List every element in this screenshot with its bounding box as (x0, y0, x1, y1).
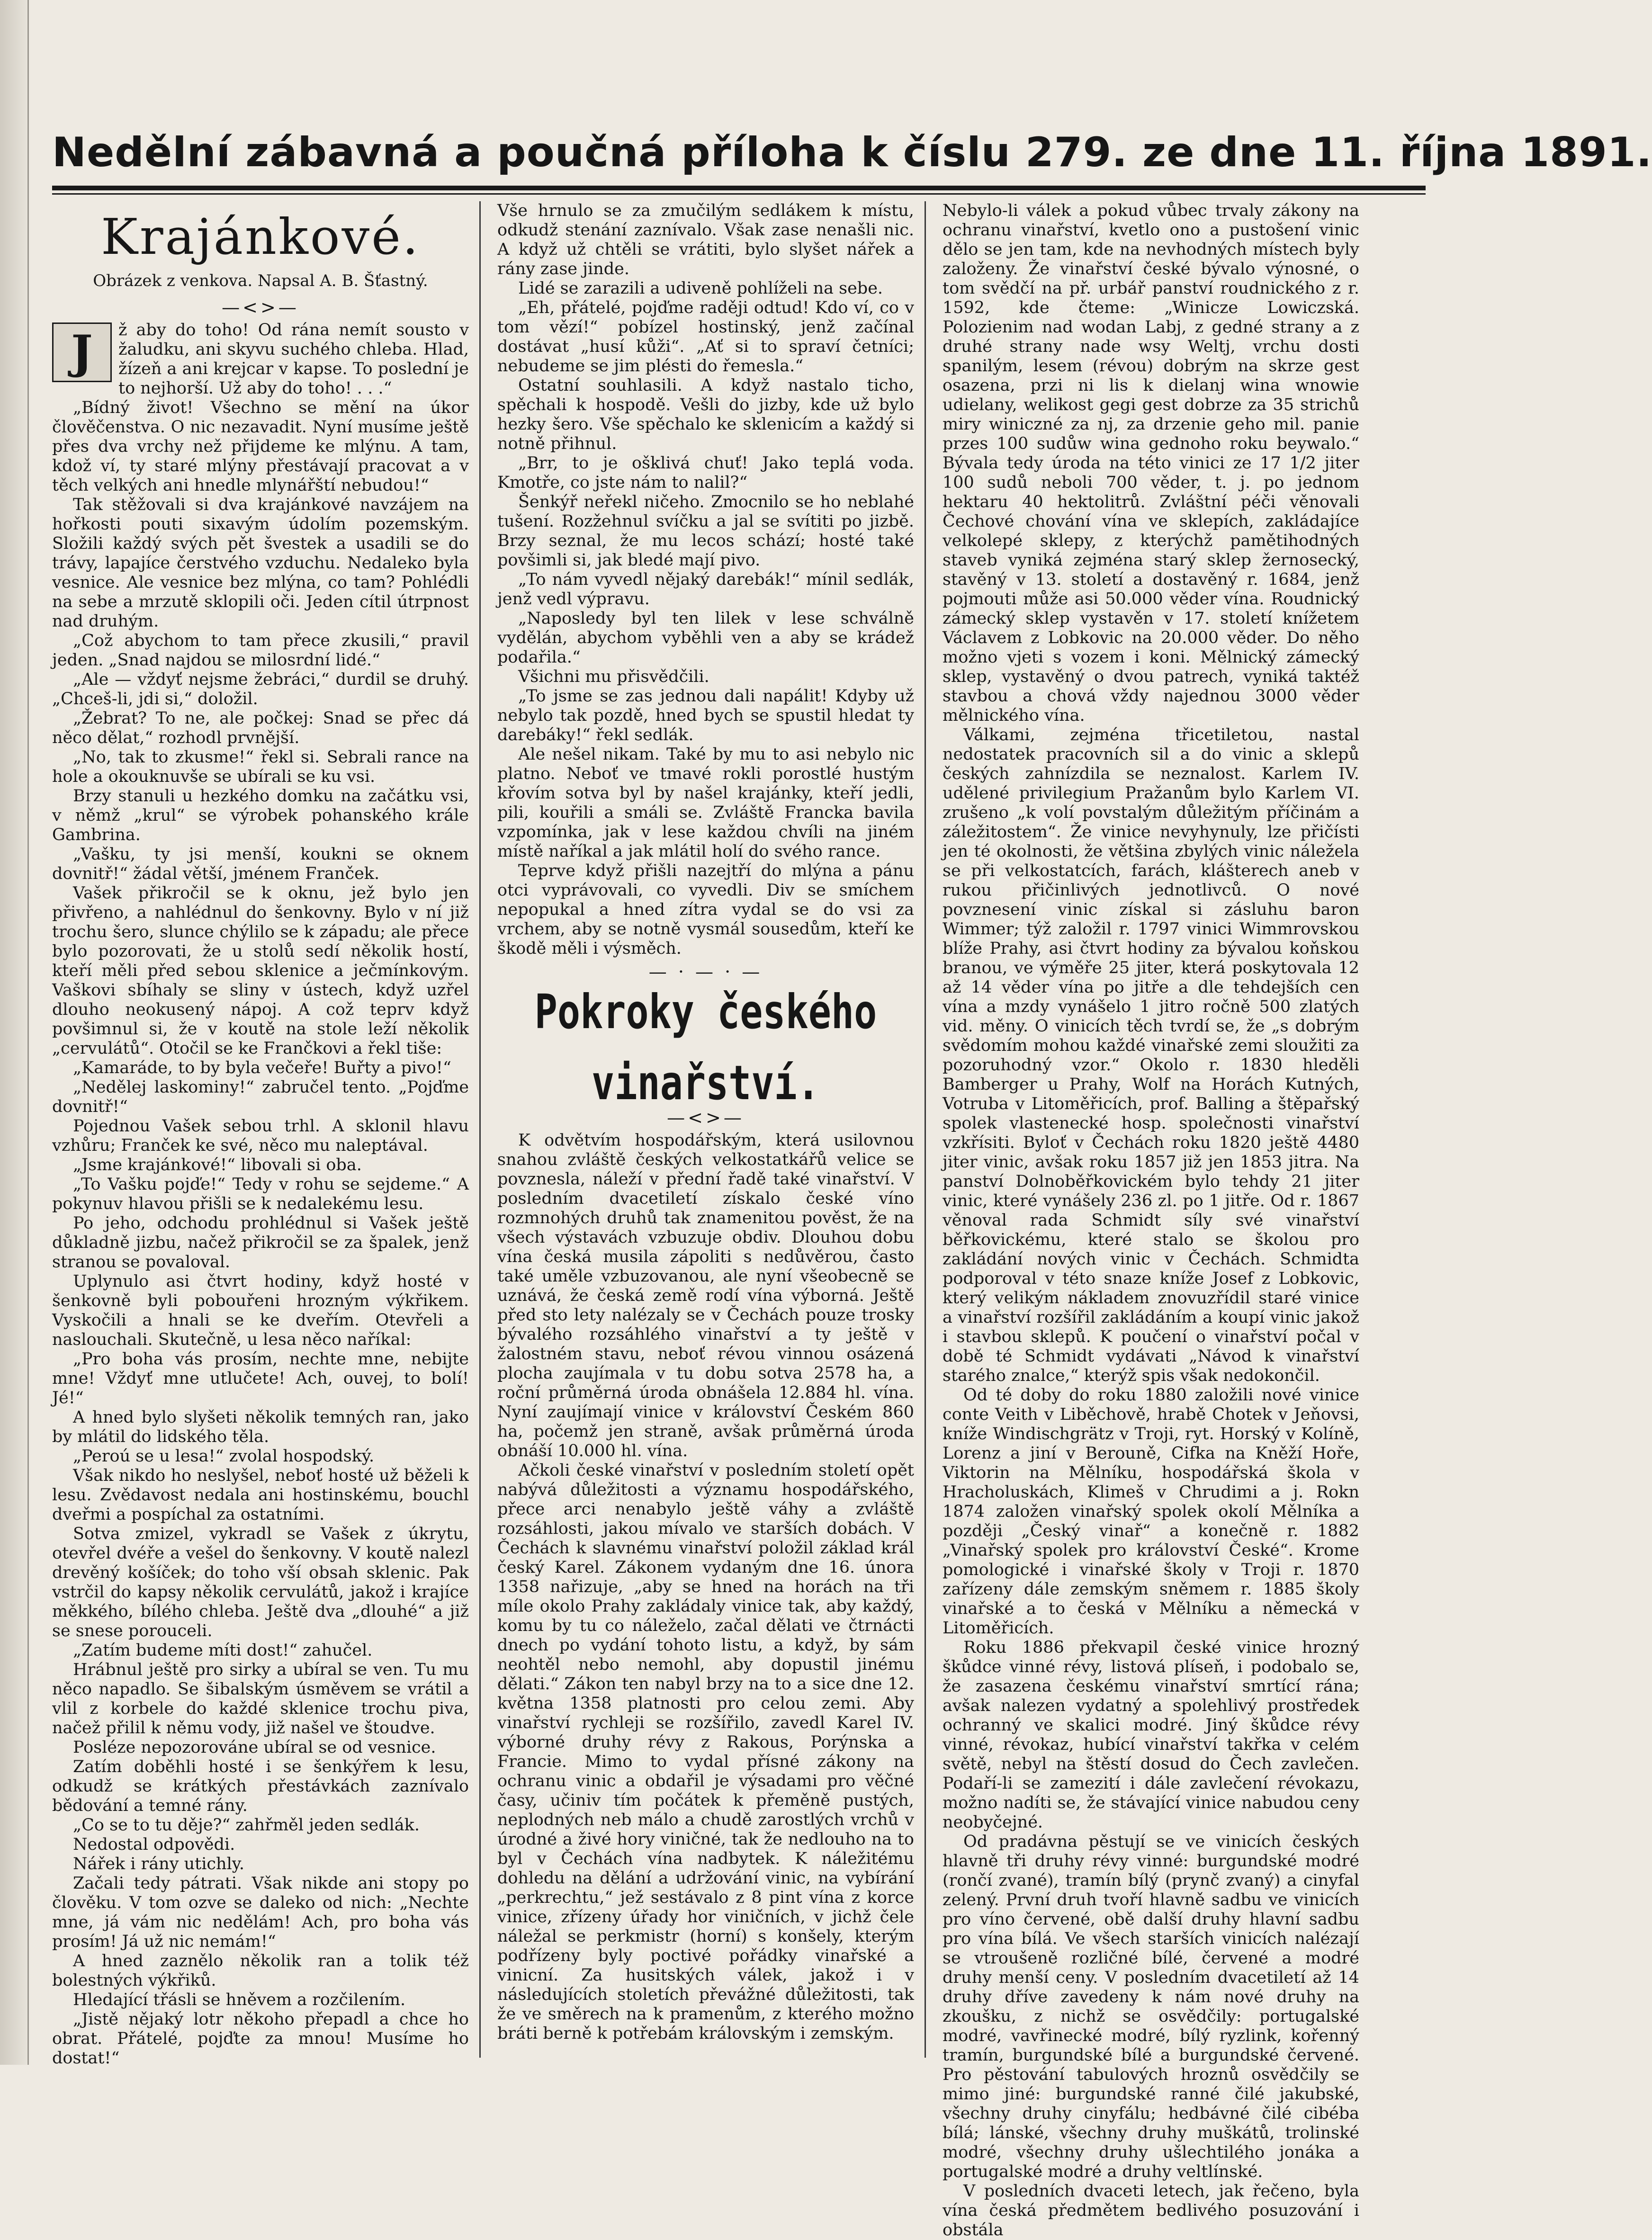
story-paragraph: Zatím doběhli hosté i se šenkýřem k lesu, odkudž se krátkých přestávkách zaznívalo bědování a temné rány. (52, 1757, 469, 1815)
story-paragraph: Však nikdo ho neslyšel, neboť hosté už běželi k lesu. Zvědavost nedala ani hostinskému, bouchl dveřmi a pospíchal za ostatními. (52, 1466, 469, 1524)
story-paragraph: Vše hrnulo se za zmučilým sedlákem k místu, odkudž stenání zaznívalo. Však zase nenašli nic. A když už chtěli se vrátiti, bylo slyšet nářek a rány zase jinde. (497, 201, 914, 278)
story-paragraph: „To jsme se zas jednou dali napálit! Kdyby už nebylo tak pozdě, hned bych se spustil hledat ty darebáky!“ řekl sedlák. (497, 687, 914, 744)
column-3 (943, 201, 1359, 2240)
story-paragraph: Ostatní souhlasili. A když nastalo ticho, spěchali k hospodě. Vešli do jizby, kde už bylo hezky šero. Vše spěchalo ke sklenicím a každý si notně přihnul. (497, 376, 914, 453)
story-paragraph: Nedostal odpovědi. (73, 1835, 235, 1854)
supplement-title: Nedělní zábavná a poučná příloha k číslu 279. ze dne 11. října 1891. (52, 129, 1652, 176)
story-paragraph: Všichni mu přisvědčili. (518, 667, 709, 686)
story-paragraph: Tak stěžovali si dva krajánkové navzájem na hořkosti pouti sixavým údolím pozemským. Složili každý svých pět švestek a usadili se do trávy, lapajíce čerstvého vzduchu. Nedaleko byla vesnice. Ale vesnice bez mlýna, co tam? Pohlédli na sebe a mrzutě sklopili oči. Jeden cítil útrpnost nad druhým. (52, 495, 469, 631)
story-paragraph: „To nám vyvedl nějaký darebák!“ mínil sedlák, jenž vedl výpravu. (497, 570, 914, 609)
story-paragraph: Ale nešel nikam. Také by mu to asi nebylo nic platno. Neboť ve tmavé rokli porostlé hustým křovím sotva byl by našel krajánky, kteří jedli, pili, kouřili a smáli se. Zvláště Francka bavila vzpomínka, jak v lese každou chvíli na jiném místě naříkal a jak mlátil holí do svého rance. (497, 745, 914, 861)
article-paragraph: Ačkoli české vinařství v posledním století opět nabývá důležitosti a významu hospodářského, přece arci nenabylo ještě váhy a zvláště rozsáhlosti, jakou mívalo ve starších dobách. V Čechách k slavnému vinařství položil základ král český Karel. Zákonem vydaným dne 16. února 1358 nařizuje, „aby se hned na horách na tři míle okolo Prahy zakládaly vinice tak, aby každý, komu by tu co náleželo, začal dělati ve čtrnácti dnech po vydání tohoto listu, a když, by sám neohtěl nebo nemohl, aby dopustil jinému dělati.“ Zákon ten nabyl brzy na to a sice dne 12. května 1358 platnosti pro celou zemi. Aby vinařství rychleji se rozšířilo, zavedl Karel IV. výborné druhy révy z Rakous, Porýnska a Francie. Mimo to vydal přísné zákony na ochranu vinic a obdařil je výsadami pro věčné časy, učiniv tím počátek k přeměně pustých, neplodných neb málo a chudě zarostlých vrchů v úrodné a živé hory viničné, tak že nedlouho na to byl v Čechách vína nadbytek. K náležitému dohledu na dělání a udržování vinic, na vybírání „perkrechtu,“ jež sestávalo z 8 pint vína z korce vinice, zřízeny úřady hor viničních, v jichž čele náležal se perkmistr (horní) s konšely, kterým podřízeny byly poctivé pořádky vinařské a vinicní. Za husitských válek, jakož i v následujících stoletích převážné důležitosti, tak že ve směrech na k pramenům, z kterého možno bráti berně k potřebám královským i zemským. (497, 1461, 914, 2043)
story-paragraph: Hledající třásli se hněvem a rozčilením. (73, 1990, 406, 2009)
column-1 (52, 201, 469, 2068)
story-paragraph: Teprve když přišli nazejtří do mlýna a pánu otci vyprávovali, co vyvedli. Div se smíchem nepopukal a hned zítra vydal se do vsi za vrchem, aby se notně vysmál sousedům, kteří ke škodě měli i výsměch. (497, 861, 914, 958)
article-paragraph: Od pradávna pěstují se ve vinicích českých hlavně tři druhy révy vinné: burgundské modré (rončí zvané), tramín bílý (prynč zvaný) a cinyfal zelený. První druh tvoří hlavně sadbu ve vinicích pro víno červené, obě další druhy hlavní sadbu pro vína bílá. Ve všech starších vinicích nalézají se vtroušeně rozličné bílé, červené a modré druhy menší ceny. V posledním dvacetiletí až 14 druhy dříve zavedeny k nám nové druhy na zkoušku, z nichž se osvědčily: portugalské modré, vavřinecké modré, bílý ryzlink, kořenný tramín, burgundské bílé a burgundské červené. Pro pěstování tabulových hroznů osvědčily se mimo jiné: burgundské ranné čilé jakubské, všechny druhy cinyfálu; hedbávné čilé cibéba bílá; lánské, všechny druhy muškátů, trolinské modré, všechny druhy ušlechtilého jonáka a portugalské modré a druhy veltlínské. (943, 1832, 1359, 2181)
article-paragraph: K odvětvím hospodářským, která usilovnou snahou zvláště českých velkostatkářů velice se povznesla, náleží v přední řadě také vinařství. V posledním dvacetiletí získalo české víno rozmnohých druhů tak znamenitou pověst, že na všech výstavách vzbuzuje obdiv. Dlouhou dobu vína česká musila zápoliti s nedůvěrou, často také uměle vzbuzovanou, ale nyní všeobecně se uznává, že česká země rodí vína výborná. Ještě před sto lety nalézaly se v Čechách pouze trosky bývalého rozsáhlého vinařství a ty ještě v žalostném stavu, neboť révou vinnou osázená plocha zaujímala v tu dobu sotva 2578 ha, a roční průměrná úroda obnášela 12.884 hl. vína. Nyní zaujímají vinice v království Českém 860 ha, počemž jen straně, avšak průměrná úroda obnáší 10.000 hl. vína. (497, 1131, 914, 1460)
ornament: —<>— (667, 1107, 745, 1128)
story-byline: Obrázek z venkova. Napsal A. B. Šťastný. (93, 271, 428, 290)
story-paragraph: Uplynulo asi čtvrt hodiny, když hosté v šenkovně byli pobouřeni hrozným výkřikem. Vyskočili a hnali se ke dveřím. Otevřeli a naslouchali. Skutečně, u lesa něco naříkal: (52, 1272, 469, 1349)
story-paragraph: „To Vašku pojďe!“ Tedy v rohu se sejdeme.“ A pokynuv hlavou přišli se k nedalekému lesu. (52, 1175, 469, 1213)
column-rule (925, 201, 926, 2058)
story-paragraph: „No, tak to zkusme!“ řekl si. Sebrali rance na hole a okouknuvše se ubírali se ku vsi. (52, 748, 469, 786)
column-rule (479, 201, 481, 2058)
story-paragraph: „Jistě nějaký lotr někoho přepadl a chce ho obrat. Přátelé, pojďte za mnou! Musíme ho dostat!“ (52, 2010, 469, 2068)
article-paragraph: Roku 1886 překvapil české vinice hrozný škůdce vinné révy, listová plíseň, i podobalo se, že zasazena českému vinařství smrtící rána; avšak nalezen vydatný a spolehlivý prostředek ochranný ve skalici modré. Jiný škůdce révy vinné, révokaz, hubící vinařství takřka v celém světě, nebyl na štěstí dosud do Čech zavlečen. Podaří-li se zamezití i dále zavlečení révokazu, možno nadíti se, že stávající vinice nabudou ceny neobyčejné. (943, 1638, 1359, 1832)
story-paragraph: „Což abychom to tam přece zkusili,“ pravil jeden. „Snad najdou se milosrdní lidé.“ (52, 631, 469, 670)
story-paragraph: Lidé se zarazili a udiveně pohlíželi na sebe. (518, 279, 883, 298)
scan-margin (0, 0, 29, 2065)
story-paragraph: „Co se to tu děje?“ zahřměl jeden sedlák. (73, 1816, 420, 1835)
story-paragraph: Po jeho, odchodu prohlédnul si Vašek ještě důkladně jizbu, načež přikročil se za špalek, jenž stranou se povaloval. (52, 1214, 469, 1272)
story-paragraph: Vašek přikročil se k oknu, jež bylo jen přivřeno, a nahlédnul do šenkovny. Bylo v ní již trochu šero, slunce chýlilo se k západu; ale přece bylo pozorovati, že u stolů sedí několik hostí, kteří měli před sebou sklenice a ječmínkovým. Vaškovi sbíhaly se sliny v ústech, když uzřel dlouho neokusený nápoj. A což teprv když povšimnul si, že v koutě na stole leží několik „cervulátů“. Otočil se ke Frančkovi a řekl tiše: (52, 884, 469, 1058)
story-paragraph: „Ale — vždyť nejsme žebráci,“ durdil se druhý. „Chceš-li, jdi si,“ doložil. (52, 670, 469, 708)
masthead (52, 124, 1652, 181)
story-paragraph: Brzy stanuli u hezkého domku na začátku vsi, v němž „krul“ se výrobek pohanského krále Gambrina. (52, 787, 469, 844)
story-paragraph: „Kamaráde, to by byla večeře! Buřty a pivo!“ (73, 1058, 451, 1077)
story-paragraph: „Nedělej laskominy!“ zabručel tento. „Pojďme dovnitř!“ (52, 1078, 469, 1116)
story-paragraph: „Pro boha vás prosím, nechte mne, nebijte mne! Vždyť mne utlučete! Ach, ouvej, to bolí! Jé!“ (52, 1350, 469, 1407)
article-paragraph: Nebylo-li válek a pokud vůbec trvaly zákony na ochranu vinařství, kvetlo ono a pustošení vinic dělo se jen tam, kde na nevhodných místech byly založeny. Že vinařství české bývalo výnosné, o tom svědčí na př. urbář panství roudnického z r. 1592, kde čteme: „Winicze Lowiczská. Polozienim nad wodan Labj, z gedné strany a z druhé strany nade wsy Weltj, vrchu dosti spanilým, lesem (révou) dobrým na skrze gest osazena, przi ni lis k dielanj wina wnowie udielany, welikost gegi gest dobrze za 35 strichů miry winiczné za nj, za drzenie geho mil. panie przes 100 sudůw wina gednoho roku beywalo.“ Bývala tedy úroda na této vinici ze 17 1/2 jiter 100 sudů neboli 700 věder, t. j. po jednom hektaru 40 hektolitrů. Zvláštní péči věnovali Čechové chování vína ve sklepích, zakládajíce velkolepé sklepy, z kterýchž pamětihodných staveb vyniká zejména starý sklep žernosecký, stavěný v 13. století a dostavěný r. 1684, jenž pojmouti může asi 50.000 věder vína. Roudnický zámecký sklep vystavěn v 17. století knížetem Václavem z Lobkovic na 20.000 věder. Do něho možno vjeti s vozem i koni. Mělnický zámecký sklep, vystavěný o dvou patrech, vyniká taktéž stavbou a chová vždy najednou 3000 věder mělnického vína. (943, 201, 1359, 725)
story-paragraph: Nářek i rány utichly. (73, 1855, 245, 1873)
story-paragraph: „Vašku, ty jsi menší, koukni se oknem dovnitř!“ žádal větší, jménem Franček. (52, 845, 469, 883)
story-paragraph: „Zatím budeme míti dost!“ zahučel. (73, 1641, 373, 1660)
story-paragraph: Sotva zmizel, vykradl se Vašek z úkrytu, otevřel dvéře a vešel do šenkovny. V koutě nalezl drevěný košíček; do toho vší obsah sklenic. Pak vstrčil do kapsy několik cervulátů, jakož i krajíce měkkého, bílého chleba. Ještě dva „dlouhé“ a již se snese porouceli. (52, 1524, 469, 1640)
story-paragraph: A hned bylo slyšeti několik temných ran, jako by mlátil do lidského těla. (52, 1408, 469, 1446)
ornament: —<>— (222, 297, 299, 318)
drop-cap (52, 323, 112, 382)
story-paragraph: Pojednou Vašek sebou trhl. A sklonil hlavu vzhůru; Franček ke své, něco mu naleptával. (52, 1117, 469, 1155)
story-paragraph: Hrábnul ještě pro sirky a ubíral se ven. Tu mu něco napadlo. Se šibalským úsměvem se vrátil a vlil z korbele do každé sklenice trochu piva, načež přilil k němu vody, již našel ve štoudve. (52, 1660, 469, 1738)
article-paragraph: Od té doby do roku 1880 založili nové vinice conte Veith v Liběchově, hrabě Chotek v Jeňovsi, kníže Windischgrätz v Troji, ryt. Horský v Kolíně, Lorenz a jiní v Berouně, Cifka na Kněží Hoře, Viktorin na Mělníku, hospodářská škola v Hracholuskách, Klimeš v Chrudimi a j. Rokn 1874 založen vinařský spolek okolí Mělníka a později „Český vinař“ a konečně r. 1882 „Vinařský spolek pro království České“. Krome pomologické i vinařské školy v Troji r. 1870 zařízeny dále zemským sněmem r. 1885 školy vinařské a to česká v Mělníku a německá v Litoměřicích. (943, 1386, 1359, 1638)
story-paragraph: „Jsme krajánkové!“ libovali si oba. (73, 1156, 362, 1174)
story-title: Krajánkové. (101, 208, 420, 266)
story-paragraph: „Bídný život! Všechno se mění na úkor člověčenstva. O nic nezavadit. Nyní musíme ještě přes dva vrchy než přijdeme ke mlýnu. A tam, kdož ví, ty staré mlýny přestávají pracovat a v těch velkých ani hnedle mlynářští nebudou!“ (52, 398, 469, 495)
story-paragraph: A hned zaznělo několik ran a tolik též bolestných výkřiků. (52, 1952, 469, 1990)
story-paragraph: Posléze nepozorováne ubíral se od vesnice. (73, 1738, 436, 1757)
story-paragraph: „Žebrat? To ne, ale počkej: Snad se přec dá něco dělat,“ rozhodl prvnější. (52, 709, 469, 747)
story-paragraph: „Peroú se u lesa!“ zvolal hospodský. (73, 1447, 375, 1466)
article-paragraph: Válkami, zejména třicetiletou, nastal nedostatek pracovních sil a do vinic a sklepů českých zahnízdila se neznalost. Karlem IV. udělené privilegium Pražanům bylo Karlem VI. zrušeno „k volí povstalým důležitým příčinám a záležitostem“. Že vinice nevyhynuly, lze přičísti jen té okolnosti, že většina zbylých vinic náležela se při velkostatcích, farách, klášterech aneb v rukou přičinlivých jednotlivců. O nové povznesení vinic získal si zásluhu baron Wimmer; týž založil r. 1797 vinici Wimmrovskou blíže Prahy, asi čtvrt hodiny za bývalou koňskou branou, ve výměře 25 jiter, která poskytovala 12 až 14 věder vína po jitře a dle tehdejších cen vína a mzdy vynášelo 1 jitro ročně 500 zlatých vid. měny. O vinicích těch tvrdí se, že „s dobrým svědomím mohou každé vinařské zemi sloužiti za pozoruhodný vzor.“ Okolo r. 1830 hleděli Bamberger u Prahy, Wolf na Horách Kutných, Votruba v Litoměřicích, prof. Balling a štěpařský spolek vlastenecké hosp. společnosti vinařství vzkřísiti. Byloť v Čechách roku 1820 ještě 4480 jiter vinic, avšak roku 1857 již jen 1853 jitra. Na panství Dolnoběřkovickém bylo tehdy 21 jiter vinic, které vynášely 236 zl. po 1 jitře. Od r. 1867 věnoval rada Schmidt síly své vinařství běřkovickému, které stalo se školou pro zakládání nových vinic v Čechách. Schmidta podporoval v této snaze kníže Josef z Lobkovic, který velikým nákladem znovuzřídil staré vinice a vinařství rozšířil zakládáním a koupí vinic jakož i stavbou sklepů. K poučení o vinařství počal v době té Schmidt vydávati „Návod k vinařství starého znalce,“ kterýž spis však nedokončil. (943, 726, 1359, 1385)
masthead-rule-thin (52, 193, 1426, 195)
drop-cap-letter: J (71, 325, 93, 379)
article-title: Pokroky českého vinařství. (534, 984, 877, 1111)
article-paragraph: V posledních dvaceti letech, jak řečeno, byla vína česká předmětem bedlivého posuzování i obstála (943, 2182, 1359, 2240)
story-paragraph: „Eh, přátelé, pojďme raději odtud! Kdo ví, co v tom vězí!“ pobízel hostinský, jenž začínal dostávat „husí kůži“. „Ať si to spraví četníci; nebudeme se jim plésti do řemesla.“ (497, 298, 914, 376)
story-paragraph: Začali tedy pátrati. Však nikde ani stopy po člověku. V tom ozve se daleko od nich: „Nechte mne, já vám nic nedělám! Ach, pro boha vás prosím! Já už nic nemám!“ (52, 1874, 469, 1951)
story-paragraph: Šenkýř neřekl ničeho. Zmocnilo se ho neblahé tušení. Rozžehnul svíčku a jal se svítiti po jizbě. Brzy seznal, že mu lecos schází; hosté také povšimli si, jak bledé mají pivo. (497, 493, 914, 570)
section-ornament: — · — · — (648, 961, 763, 982)
story-paragraph: „Naposledy byl ten lilek v lese schválně vydělán, abychom vyběhli ven a aby se krádež podařila.“ (497, 609, 914, 667)
masthead-rule-thick (52, 186, 1426, 190)
story-paragraph: ž aby do toho! Od rána nemít sousto v žaludku, ani skyvu suchého chleba. Hlad, žízeň a ani krejcar v kapse. To poslední je to nejhorší. Už aby do toho! . . .“ (118, 321, 469, 398)
column-2 (497, 201, 914, 2058)
story-paragraph: „Brr, to je ošklivá chuť! Jako teplá voda. Kmotře, co jste nám to nalil?“ (497, 454, 914, 492)
